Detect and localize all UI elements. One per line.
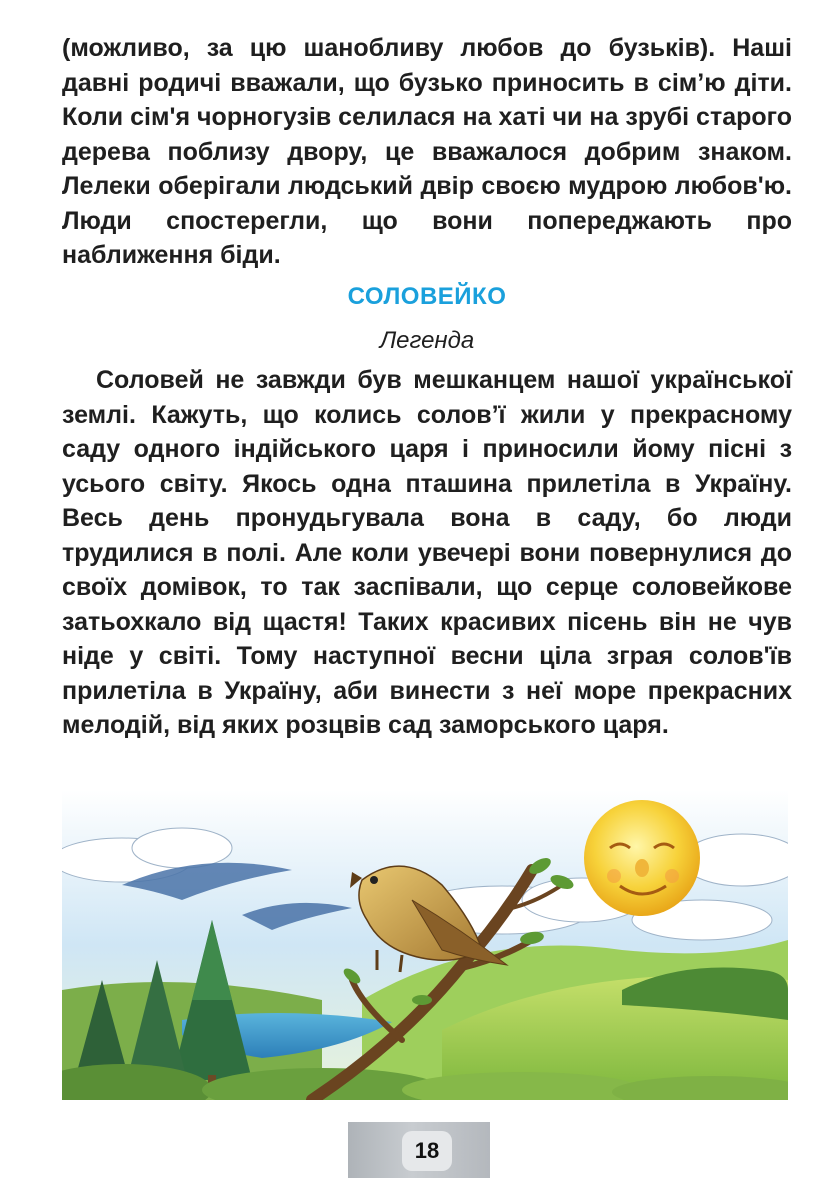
intro-text [62,31,792,273]
legend-text [62,363,792,743]
intro-paragraph: (можливо, за цю шанобливу любов до бузьків). Наші давні родичі вважали, що бузько приносить в сім’ю діти. Коли сім'я чорногузів селилася на хаті чи на зрубі старого дерева поблизу двору, це вважалося добрим знаком. Лелеки оберігали людський двір своєю мудрою любов'ю. Люди спостерегли, що вони попереджають про наближення біди. [62,34,792,269]
legend-paragraph: Соловей не завжди був мешканцем нашої української землі. Кажуть, що колись солов’ї жили у прекрасному саду одного індійського царя і приносили йому пісні з усього світу. Якось одна пташина прилетіла в Україну. Весь день пронудьгувала вона в саду, бо люди трудилися в полі. Але коли увечері вони повернулися до своїх домівок, то так заспівали, що серце соловейкове затьохкало від щастя! Таких красивих пісень він не чув ніде у світі. Тому наступної весни ціла зграя солов'їв прилетіла в Україну, аби винести з неї море прекрасних мелодій, від яких розцвів сад заморського царя. [62,366,792,739]
page-number: 18 [402,1131,452,1171]
smiling-sun [584,800,700,916]
story-subtitle: Легенда [379,327,475,354]
story-title: СОЛОВЕЙКО [347,283,507,310]
nightingale-illustration [62,790,788,1100]
